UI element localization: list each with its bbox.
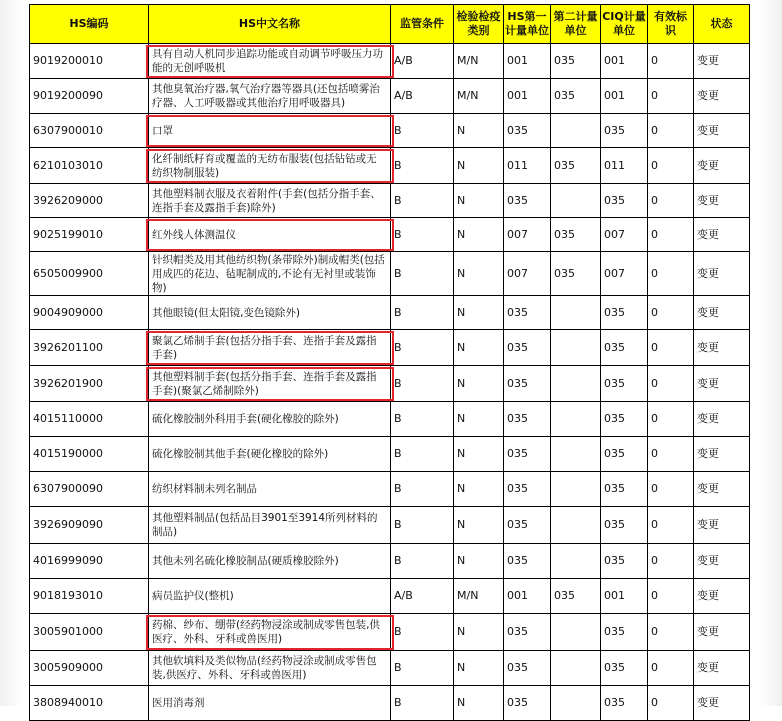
status-cell: 变更 (694, 330, 750, 366)
page-left-shadow (0, 0, 22, 706)
table-row (30, 651, 750, 686)
valid-flag-cell: 0 (648, 472, 694, 507)
supervision-cell: B (391, 614, 454, 651)
hs-name-cell: 其他臭氧治疗器,氧气治疗器等器具(还包括喷雾治疗器、人工呼吸器或其他治疗用呼吸器具) (149, 79, 391, 114)
unit2-cell: 035 (551, 579, 601, 614)
supervision-cell: A/B (391, 79, 454, 114)
inspection-cell: N (454, 218, 504, 252)
hs-name-cell: 硫化橡胶制其他手套(硬化橡胶的除外) (149, 437, 391, 472)
valid-flag-cell: 0 (648, 330, 694, 366)
supervision-cell: B (391, 651, 454, 686)
table-row (30, 148, 750, 184)
unit2-cell (551, 651, 601, 686)
hs-code-cell: 9019200090 (30, 79, 149, 114)
unit1-cell: 035 (504, 686, 551, 721)
unit1-cell: 035 (504, 330, 551, 366)
header-hs-code: HS编码 (30, 5, 149, 44)
inspection-cell: N (454, 614, 504, 651)
hs-name-cell: 其他塑料制品(包括品目3901至3914所列材料的制品) (149, 507, 391, 544)
supervision-cell: A/B (391, 44, 454, 79)
hs-code-cell: 6210103010 (30, 148, 149, 184)
table-row (30, 79, 750, 114)
inspection-cell: N (454, 686, 504, 721)
hs-name-cell: 其他塑料制衣服及衣着附件(手套(包括分指手套、连指手套及露指手套)除外) (149, 184, 391, 218)
unit1-cell: 011 (504, 148, 551, 184)
hs-name-cell: 口罩 (149, 114, 391, 148)
ciq-unit-cell: 035 (601, 544, 648, 579)
unit1-cell: 001 (504, 579, 551, 614)
ciq-unit-cell: 007 (601, 252, 648, 296)
unit1-cell: 035 (504, 614, 551, 651)
unit2-cell (551, 184, 601, 218)
valid-flag-cell: 0 (648, 686, 694, 721)
unit2-cell: 035 (551, 218, 601, 252)
hs-name-cell: 医用消毒剂 (149, 686, 391, 721)
inspection-cell: N (454, 437, 504, 472)
table-row (30, 184, 750, 218)
unit1-cell: 001 (504, 44, 551, 79)
hs-name-cell: 化纤制纸籽育或覆盖的无纺布服装(包括钻钻或无纺织物制服装) (149, 148, 391, 184)
table-row (30, 252, 750, 296)
valid-flag-cell: 0 (648, 579, 694, 614)
hs-code-cell: 3926201100 (30, 330, 149, 366)
unit2-cell: 035 (551, 148, 601, 184)
table-row (30, 218, 750, 252)
unit2-cell (551, 472, 601, 507)
inspection-cell: N (454, 252, 504, 296)
inspection-cell: N (454, 544, 504, 579)
supervision-cell: B (391, 252, 454, 296)
hs-code-cell: 4015110000 (30, 402, 149, 437)
hs-name-cell: 纺织材料制未列名制品 (149, 472, 391, 507)
status-cell: 变更 (694, 614, 750, 651)
ciq-unit-cell: 001 (601, 79, 648, 114)
header-unit2: 第二计量 单位 (551, 5, 601, 44)
unit2-cell (551, 507, 601, 544)
status-cell: 变更 (694, 651, 750, 686)
table-row (30, 296, 750, 330)
status-cell: 变更 (694, 296, 750, 330)
table-row (30, 330, 750, 366)
ciq-unit-cell: 011 (601, 148, 648, 184)
supervision-cell: B (391, 330, 454, 366)
supervision-cell: B (391, 296, 454, 330)
header-unit1: HS第一 计量单位 (504, 5, 551, 44)
hs-code-cell: 3926909090 (30, 507, 149, 544)
hs-name-cell: 具有自动人机同步追踪功能或自动调节呼吸压力功能的无创呼吸机 (149, 44, 391, 79)
table-row (30, 402, 750, 437)
unit2-cell: 035 (551, 252, 601, 296)
valid-flag-cell: 0 (648, 218, 694, 252)
unit1-cell: 035 (504, 651, 551, 686)
ciq-unit-cell: 035 (601, 686, 648, 721)
valid-flag-cell: 0 (648, 148, 694, 184)
header-inspection: 检验检疫 类别 (454, 5, 504, 44)
supervision-cell: B (391, 472, 454, 507)
supervision-cell: A/B (391, 579, 454, 614)
hs-name-cell: 聚氯乙烯制手套(包括分指手套、连指手套及露指手套) (149, 330, 391, 366)
inspection-cell: N (454, 651, 504, 686)
valid-flag-cell: 0 (648, 614, 694, 651)
unit2-cell (551, 402, 601, 437)
hs-code-cell: 3005901000 (30, 614, 149, 651)
hs-name-cell: 红外线人体测温仪 (149, 218, 391, 252)
unit1-cell: 035 (504, 366, 551, 402)
valid-flag-cell: 0 (648, 544, 694, 579)
unit2-cell (551, 114, 601, 148)
table-row (30, 686, 750, 721)
table-row (30, 579, 750, 614)
inspection-cell: N (454, 366, 504, 402)
unit1-cell: 035 (504, 437, 551, 472)
hs-name-cell: 针织帽类及用其他纺织物(条带除外)制成帽类(包括用成匹的花边、毡呢制成的,不论有无衬里或装饰物) (149, 252, 391, 296)
valid-flag-cell: 0 (648, 437, 694, 472)
status-cell: 变更 (694, 184, 750, 218)
header-status: 状态 (694, 5, 750, 44)
status-cell: 变更 (694, 579, 750, 614)
status-cell: 变更 (694, 402, 750, 437)
header-supervision: 监管条件 (391, 5, 454, 44)
ciq-unit-cell: 035 (601, 184, 648, 218)
inspection-cell: N (454, 330, 504, 366)
status-cell: 变更 (694, 148, 750, 184)
page-right-shadow (760, 0, 782, 706)
hs-code-cell: 6307900090 (30, 472, 149, 507)
header-ciq-unit: CIQ计量 单位 (601, 5, 648, 44)
table-header-row (30, 5, 750, 44)
inspection-cell: N (454, 507, 504, 544)
valid-flag-cell: 0 (648, 252, 694, 296)
unit2-cell (551, 686, 601, 721)
hs-code-cell: 9019200010 (30, 44, 149, 79)
unit2-cell: 035 (551, 79, 601, 114)
status-cell: 变更 (694, 79, 750, 114)
valid-flag-cell: 0 (648, 402, 694, 437)
hs-code-cell: 9004909000 (30, 296, 149, 330)
hs-name-cell: 病员监护仪(整机) (149, 579, 391, 614)
unit2-cell (551, 544, 601, 579)
header-valid: 有效标识 (648, 5, 694, 44)
valid-flag-cell: 0 (648, 651, 694, 686)
unit1-cell: 035 (504, 296, 551, 330)
ciq-unit-cell: 035 (601, 366, 648, 402)
supervision-cell: B (391, 544, 454, 579)
hs-code-cell: 9025199010 (30, 218, 149, 252)
ciq-unit-cell: 007 (601, 218, 648, 252)
status-cell: 变更 (694, 472, 750, 507)
hs-name-cell: 硫化橡胶制外科用手套(硬化橡胶的除外) (149, 402, 391, 437)
status-cell: 变更 (694, 437, 750, 472)
table-row (30, 507, 750, 544)
valid-flag-cell: 0 (648, 44, 694, 79)
supervision-cell: B (391, 184, 454, 218)
unit1-cell: 035 (504, 544, 551, 579)
supervision-cell: B (391, 402, 454, 437)
unit1-cell: 035 (504, 184, 551, 218)
unit1-cell: 007 (504, 218, 551, 252)
supervision-cell: B (391, 686, 454, 721)
unit2-cell (551, 614, 601, 651)
inspection-cell: N (454, 114, 504, 148)
hs-code-cell: 3926209000 (30, 184, 149, 218)
table-row (30, 614, 750, 651)
ciq-unit-cell: 035 (601, 651, 648, 686)
unit1-cell: 001 (504, 79, 551, 114)
ciq-unit-cell: 035 (601, 114, 648, 148)
ciq-unit-cell: 035 (601, 614, 648, 651)
table-row (30, 366, 750, 402)
unit1-cell: 035 (504, 507, 551, 544)
header-hs-name: HS中文名称 (149, 5, 391, 44)
hs-code-cell: 4015190000 (30, 437, 149, 472)
inspection-cell: N (454, 184, 504, 218)
inspection-cell: M/N (454, 44, 504, 79)
status-cell: 变更 (694, 507, 750, 544)
unit2-cell: 035 (551, 44, 601, 79)
hs-name-cell: 其他软填料及类似物品(经药物浸涂或制成零售包装,供医疗、外科、牙科或兽医用) (149, 651, 391, 686)
hs-code-cell: 3926201900 (30, 366, 149, 402)
inspection-cell: N (454, 148, 504, 184)
hs-code-cell: 6307900010 (30, 114, 149, 148)
hs-name-cell: 药棉、纱布、绷带(经药物浸涂或制成零售包装,供医疗、外科、牙科或兽医用) (149, 614, 391, 651)
ciq-unit-cell: 035 (601, 330, 648, 366)
hs-code-cell: 3005909000 (30, 651, 149, 686)
table-row (30, 114, 750, 148)
inspection-cell: N (454, 402, 504, 437)
ciq-unit-cell: 001 (601, 579, 648, 614)
hs-code-cell: 3808940010 (30, 686, 149, 721)
valid-flag-cell: 0 (648, 79, 694, 114)
table-row (30, 437, 750, 472)
table-row (30, 472, 750, 507)
unit1-cell: 007 (504, 252, 551, 296)
table-row (30, 44, 750, 79)
unit1-cell: 035 (504, 114, 551, 148)
unit1-cell: 035 (504, 472, 551, 507)
hs-code-cell: 6505009900 (30, 252, 149, 296)
status-cell: 变更 (694, 544, 750, 579)
valid-flag-cell: 0 (648, 184, 694, 218)
ciq-unit-cell: 001 (601, 44, 648, 79)
ciq-unit-cell: 035 (601, 507, 648, 544)
valid-flag-cell: 0 (648, 296, 694, 330)
supervision-cell: B (391, 218, 454, 252)
ciq-unit-cell: 035 (601, 402, 648, 437)
hs-code-table (29, 4, 750, 721)
table-row (30, 544, 750, 579)
inspection-cell: M/N (454, 579, 504, 614)
valid-flag-cell: 0 (648, 114, 694, 148)
ciq-unit-cell: 035 (601, 472, 648, 507)
inspection-cell: M/N (454, 79, 504, 114)
ciq-unit-cell: 035 (601, 437, 648, 472)
inspection-cell: N (454, 472, 504, 507)
hs-name-cell: 其他未列名硫化橡胶制品(硬质橡胶除外) (149, 544, 391, 579)
status-cell: 变更 (694, 252, 750, 296)
hs-code-cell: 9018193010 (30, 579, 149, 614)
supervision-cell: B (391, 437, 454, 472)
status-cell: 变更 (694, 44, 750, 79)
status-cell: 变更 (694, 218, 750, 252)
status-cell: 变更 (694, 686, 750, 721)
inspection-cell: N (454, 296, 504, 330)
hs-code-cell: 4016999090 (30, 544, 149, 579)
supervision-cell: B (391, 366, 454, 402)
unit2-cell (551, 366, 601, 402)
status-cell: 变更 (694, 366, 750, 402)
valid-flag-cell: 0 (648, 366, 694, 402)
hs-name-cell: 其他塑料制手套(包括分指手套、连指手套及露指手套)(聚氯乙烯制除外) (149, 366, 391, 402)
supervision-cell: B (391, 148, 454, 184)
status-cell: 变更 (694, 114, 750, 148)
unit2-cell (551, 437, 601, 472)
ciq-unit-cell: 035 (601, 296, 648, 330)
unit2-cell (551, 330, 601, 366)
unit1-cell: 035 (504, 402, 551, 437)
hs-name-cell: 其他眼镜(但太阳镜,变色镜除外) (149, 296, 391, 330)
valid-flag-cell: 0 (648, 507, 694, 544)
supervision-cell: B (391, 114, 454, 148)
supervision-cell: B (391, 507, 454, 544)
unit2-cell (551, 296, 601, 330)
